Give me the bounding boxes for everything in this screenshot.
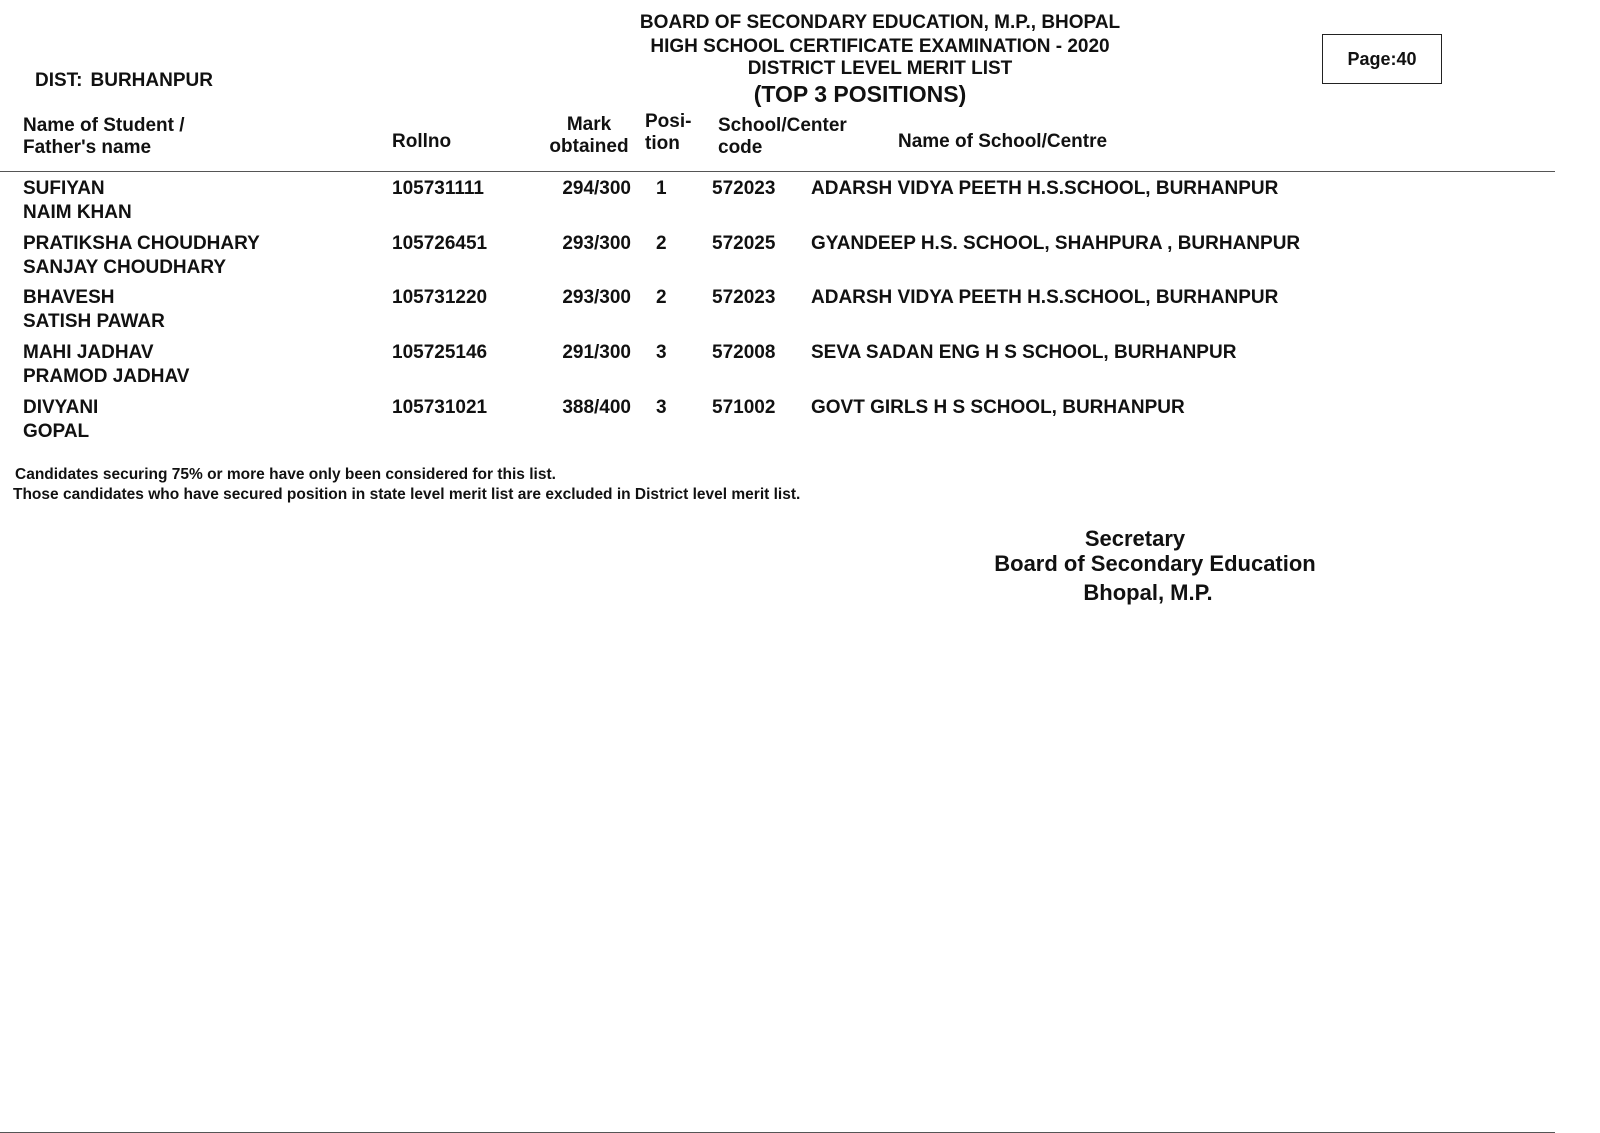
father-name: SANJAY CHOUDHARY bbox=[23, 257, 227, 278]
district-label: DIST: bbox=[35, 70, 83, 91]
school-name: GOVT GIRLS H S SCHOOL, BURHANPUR bbox=[811, 397, 1185, 418]
column-header-code bbox=[718, 115, 847, 159]
column-header-mark-line1: Mark bbox=[566, 114, 612, 135]
eligibility-note: Candidates securing 75% or more have only been considered for this list. bbox=[15, 466, 556, 483]
student-name: DIVYANI bbox=[23, 397, 99, 418]
student-name: MAHI JADHAV bbox=[23, 342, 154, 363]
marks-obtained: 294/300 bbox=[562, 178, 631, 199]
marks-obtained: 293/300 bbox=[562, 233, 631, 254]
school-name: SEVA SADAN ENG H S SCHOOL, BURHANPUR bbox=[811, 342, 1237, 363]
table-row bbox=[0, 286, 1555, 340]
board-title: BOARD OF SECONDARY EDUCATION, M.P., BHOPAL bbox=[639, 12, 1121, 33]
column-header-position-line2: tion bbox=[645, 133, 680, 154]
column-header-code-line2: code bbox=[718, 137, 763, 158]
school-code: 572023 bbox=[712, 287, 776, 308]
school-code: 572008 bbox=[712, 342, 776, 363]
table-row bbox=[0, 396, 1555, 450]
roll-number: 105725146 bbox=[392, 342, 488, 363]
merit-position: 2 bbox=[656, 287, 667, 308]
district-info bbox=[35, 70, 213, 92]
father-name: GOPAL bbox=[23, 421, 90, 442]
page-number: 40 bbox=[1396, 48, 1417, 69]
school-code: 572025 bbox=[712, 233, 776, 254]
merit-position: 2 bbox=[656, 233, 667, 254]
exam-title: HIGH SCHOOL CERTIFICATE EXAMINATION - 2020 bbox=[650, 36, 1110, 57]
student-name: PRATIKSHA CHOUDHARY bbox=[23, 233, 260, 254]
merit-position: 3 bbox=[656, 342, 667, 363]
column-header-name-line2: Father's name bbox=[23, 137, 152, 158]
page-number-box bbox=[1322, 34, 1442, 84]
district-name: BURHANPUR bbox=[90, 70, 213, 91]
school-name: ADARSH VIDYA PEETH H.S.SCHOOL, BURHANPUR bbox=[811, 178, 1279, 199]
column-header-rollno: Rollno bbox=[392, 131, 452, 152]
signature-place: Bhopal, M.P. bbox=[1083, 580, 1213, 605]
merit-position: 1 bbox=[656, 178, 667, 199]
roll-number: 105731021 bbox=[392, 397, 488, 418]
column-header-position-line1: Posi- bbox=[645, 111, 692, 132]
student-name: SUFIYAN bbox=[23, 178, 105, 199]
roll-number: 105726451 bbox=[392, 233, 488, 254]
school-code: 572023 bbox=[712, 178, 776, 199]
column-header-position bbox=[645, 111, 691, 155]
list-title: DISTRICT LEVEL MERIT LIST bbox=[747, 58, 1013, 79]
column-header-name bbox=[23, 115, 185, 159]
father-name: NAIM KHAN bbox=[23, 202, 132, 223]
column-header-name-line1: Name of Student / bbox=[23, 115, 185, 136]
column-header-school: Name of School/Centre bbox=[898, 131, 1108, 152]
signature-organization: Board of Secondary Education bbox=[994, 551, 1316, 576]
column-header-mark bbox=[548, 114, 630, 158]
signature-title: Secretary bbox=[1084, 526, 1186, 551]
table-row bbox=[0, 177, 1555, 231]
table-row bbox=[0, 341, 1555, 395]
school-name: ADARSH VIDYA PEETH H.S.SCHOOL, BURHANPUR bbox=[811, 287, 1279, 308]
column-header-mark-line2: obtained bbox=[549, 136, 629, 157]
marks-obtained: 293/300 bbox=[562, 287, 631, 308]
student-name: BHAVESH bbox=[23, 287, 115, 308]
column-header-code-line1: School/Center bbox=[718, 115, 847, 136]
father-name: PRAMOD JADHAV bbox=[23, 366, 190, 387]
roll-number: 105731111 bbox=[392, 178, 484, 199]
roll-number: 105731220 bbox=[392, 287, 488, 308]
exclusion-note: Those candidates who have secured position in state level merit list are excluded in District level merit list. bbox=[13, 486, 801, 503]
merit-position: 3 bbox=[656, 397, 667, 418]
table-row bbox=[0, 232, 1555, 286]
positions-subtitle: (TOP 3 POSITIONS) bbox=[753, 81, 967, 107]
marks-obtained: 388/400 bbox=[562, 397, 631, 418]
father-name: SATISH PAWAR bbox=[23, 311, 165, 332]
school-code: 571002 bbox=[712, 397, 776, 418]
school-name: GYANDEEP H.S. SCHOOL, SHAHPURA , BURHANPUR bbox=[811, 233, 1301, 254]
marks-obtained: 291/300 bbox=[562, 342, 631, 363]
header-divider bbox=[0, 171, 1555, 172]
page-label: Page: bbox=[1347, 48, 1397, 69]
